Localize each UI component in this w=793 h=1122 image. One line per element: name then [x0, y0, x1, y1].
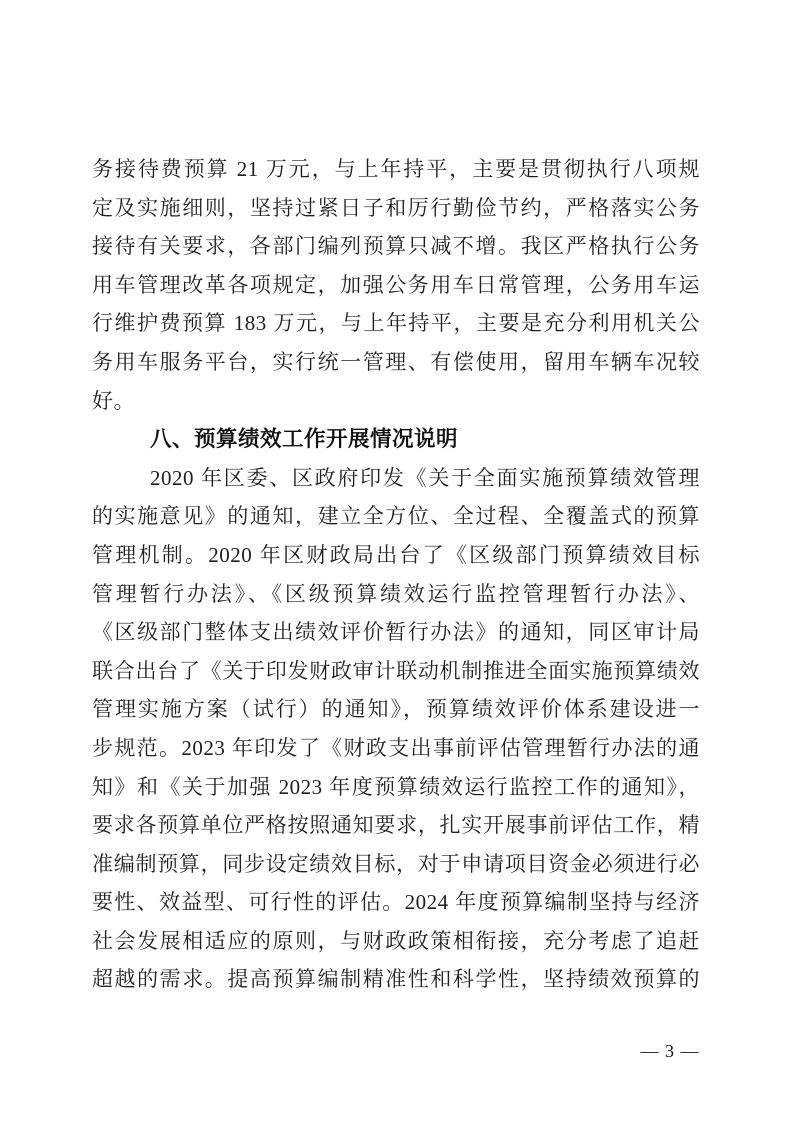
- text-line: 要求各预算单位严格按照通知要求，扎实开展事前评估工作，精: [92, 813, 700, 838]
- text-line: 2020 年区委、区政府印发《关于全面实施预算绩效管理: [150, 465, 700, 490]
- text-line: 的实施意见》的通知，建立全方位、全过程、全覆盖式的预算: [92, 504, 700, 529]
- text-line: 要性、效益型、可行性的评估。2024 年度预算编制坚持与经济: [92, 890, 700, 915]
- text-line: 务用车服务平台，实行统一管理、有偿使用，留用车辆车况较: [92, 349, 700, 374]
- text-line: 管理机制。2020 年区财政局出台了《区级部门预算绩效目标: [92, 542, 700, 567]
- text-line: 管理实施方案（试行）的通知》，预算绩效评价体系建设进一: [92, 697, 700, 722]
- text-line: 定及实施细则，坚持过紧日子和厉行勤俭节约，严格落实公务: [92, 195, 700, 220]
- text-line: 知》和《关于加强 2023 年度预算绩效运行监控工作的通知》，: [92, 774, 700, 799]
- text-line: 用车管理改革各项规定，加强公务用车日常管理，公务用车运: [92, 272, 700, 297]
- text-line: 《区级部门整体支出绩效评价暂行办法》的通知，同区审计局: [92, 620, 700, 645]
- text-line: 好。: [92, 388, 135, 413]
- text-line: 行维护费预算 183 万元，与上年持平，主要是充分利用机关公: [92, 311, 700, 336]
- text-line: 社会发展相适应的原则，与财政政策相衔接，充分考虑了追赶: [92, 928, 700, 953]
- text-line: 联合出台了《关于印发财政审计联动机制推进全面实施预算绩效: [92, 658, 700, 683]
- text-line: 管理暂行办法》、《区级预算绩效运行监控管理暂行办法》、: [92, 581, 700, 606]
- page-number: — 3 —: [640, 1041, 700, 1061]
- text-line: 接待有关要求，各部门编列预算只减不增。我区严格执行公务: [92, 234, 700, 259]
- section-heading: 八、预算绩效工作开展情况说明: [150, 427, 459, 452]
- body-text: [92, 150, 700, 999]
- text-line: 准编制预算，同步设定绩效目标，对于申请项目资金必须进行必: [92, 851, 700, 876]
- text-line: 务接待费预算 21 万元，与上年持平，主要是贯彻执行八项规: [92, 157, 700, 181]
- text-line: 超越的需求。提高预算编制精准性和科学性，坚持绩效预算的: [92, 967, 700, 992]
- text-line: 步规范。2023 年印发了《财政支出事前评估管理暂行办法的通: [92, 735, 700, 760]
